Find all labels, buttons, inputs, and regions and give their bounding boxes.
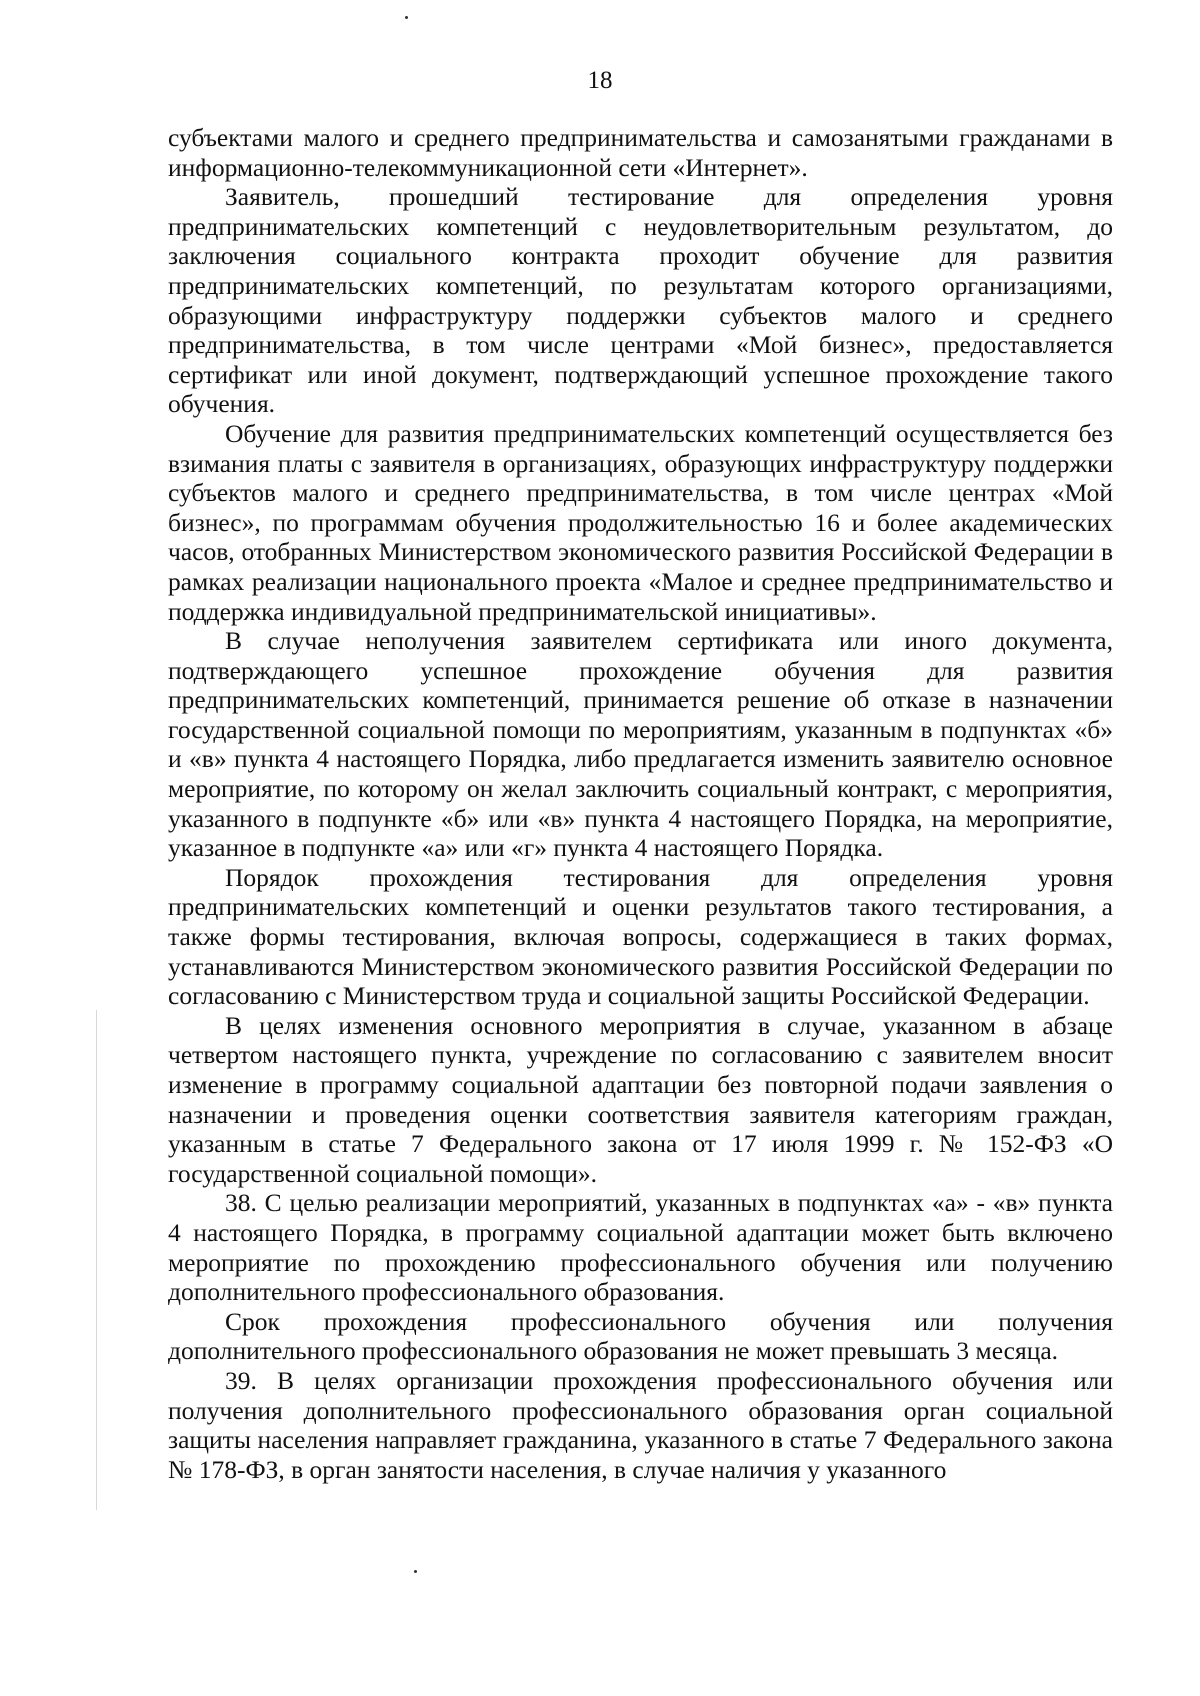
body-text bbox=[168, 123, 1113, 1484]
scan-speck bbox=[405, 16, 408, 19]
page-number: 18 bbox=[587, 67, 613, 94]
scan-speck bbox=[414, 1570, 417, 1573]
paragraph: 39. В целях организации прохождения профессионального обучения или получения дополнительного профессионального образования орган социальной защиты населения направляет гражданина, указанного в статье 7 Федерального закона № 178-ФЗ, в орган занятости населения, в случае наличия у указанного bbox=[168, 1365, 1113, 1484]
paragraph: В целях изменения основного мероприятия в случае, указанном в абзаце четвертом настоящего пункта, учреждение по согласованию с заявителем вносит изменение в программу социальной адаптации без повторной подачи заявления о назначении и проведения оценки соответствия заявителя категориям граждан, указанным в статье 7 Федерального закона от 17 июля 1999 г. № 152-ФЗ «О государственной социальной помощи». bbox=[168, 1010, 1113, 1188]
paragraph: В случае неполучения заявителем сертификата или иного документа, подтверждающего успешное прохождение обучения для развития предпринимательских компетенций, принимается решение об отказе в назначении государственной социальной помощи по мероприятиям, указанным в подпунктах «б» и «в» пункта 4 настоящего Порядка, либо предлагается изменить заявителю основное мероприятие, по которому он желал заключить социальный контракт, с мероприятия, указанного в подпункте «б» или «в» пункта 4 настоящего Порядка, на мероприятие, указанное в подпункте «а» или «г» пункта 4 настоящего Порядка. bbox=[168, 626, 1113, 863]
paragraph: Заявитель, прошедший тестирование для определения уровня предпринимательских компетенций с неудовлетворительным результатом, до заключения социального контракта проходит обучение для развития предпринимательских компетенций, по результатам которого организациями, образующими инфраструктуру поддержки субъектов малого и среднего предпринимательства, в том числе центрами «Мой бизнес», предоставляется сертификат или иной документ, подтверждающий успешное прохождение такого обучения. bbox=[168, 182, 1113, 419]
paragraph: Порядок прохождения тестирования для определения уровня предпринимательских компетенций и оценки результатов такого тестирования, а также формы тестирования, включая вопросы, содержащиеся в таких формах, устанавливаются Министерством экономического развития Российской Федерации по согласованию с Министерством труда и социальной защиты Российской Федерации. bbox=[168, 862, 1113, 1011]
paragraph: Срок прохождения профессионального обучения или получения дополнительного профессионального образования не может превышать 3 месяца. bbox=[168, 1306, 1113, 1366]
paragraph: 38. С целью реализации мероприятий, указанных в подпунктах «а» - «в» пункта 4 настоящего Порядка, в программу социальной адаптации может быть включено мероприятие по прохождению профессионального обучения или получению дополнительного профессионального образования. bbox=[168, 1188, 1113, 1307]
scan-edge-line bbox=[96, 1010, 97, 1510]
paragraph: субъектами малого и среднего предпринимательства и самозанятыми гражданами в информационно-телекоммуникационной сети «Интернет». bbox=[168, 123, 1113, 182]
paragraph: Обучение для развития предпринимательских компетенций осуществляется без взимания платы с заявителя в организациях, образующих инфраструктуру поддержки субъектов малого и среднего предпринимательства, в том числе центрах «Мой бизнес», по программам обучения продолжительностью 16 и более академических часов, отобранных Министерством экономического развития Российской Федерации в рамках реализации национального проекта «Малое и среднее предпринимательство и поддержка индивидуальной предпринимательской инициативы». bbox=[168, 418, 1113, 626]
